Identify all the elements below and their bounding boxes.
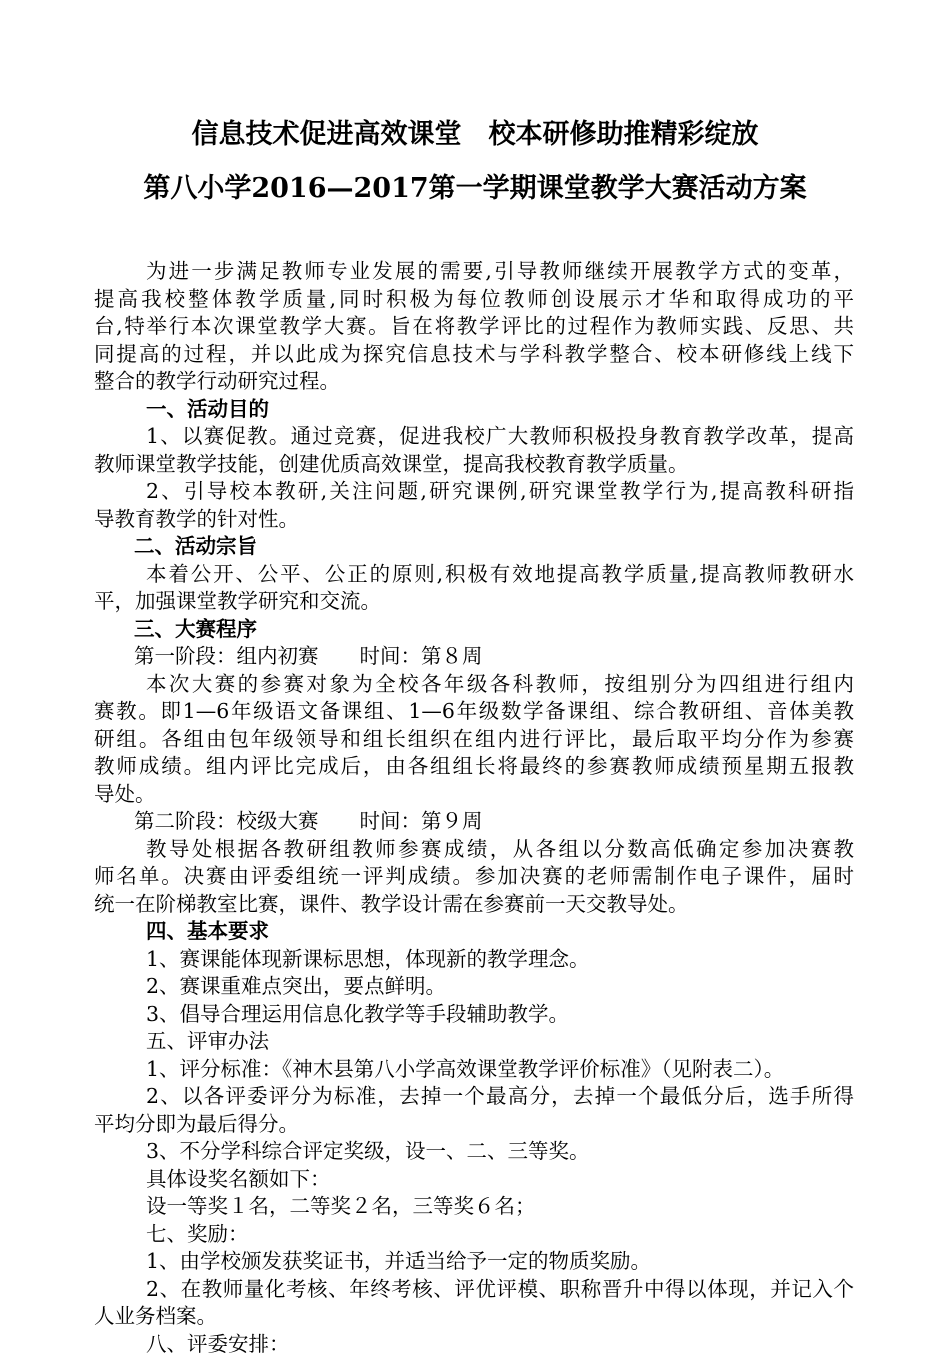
text-line: 教师课堂教学技能，创建优质高效课堂，提高我校教育教学质量。 — [94, 451, 854, 479]
text-line: 教导处根据各教研组教师参赛成绩，从各组以分数高低确定参加决赛教 — [94, 836, 854, 864]
section-heading: 二、活动宗旨 — [94, 533, 854, 561]
text-line: 第二阶段：校级大赛 时间：第９周 — [94, 808, 854, 836]
text-line: 师名单。决赛由评委组统一评判成绩。参加决赛的老师需制作电子课件，届时 — [94, 863, 854, 891]
text-line: 教师成绩。组内评比完成后，由各组组长将最终的参赛教师成绩预星期五报教 — [94, 753, 854, 781]
text-line: 1、由学校颁发获奖证书，并适当给予一定的物质奖励。 — [94, 1248, 854, 1276]
text-line: 平，加强课堂教学研究和交流。 — [94, 588, 854, 616]
text-line: 整合的教学行动研究过程。 — [94, 368, 854, 396]
text-line: 3、不分学科综合评定奖级，设一、二、三等奖。 — [94, 1138, 854, 1166]
text-line: 八、评委安排： — [94, 1331, 854, 1358]
text-line: 本次大赛的参赛对象为全校各年级各科教师，按组别分为四组进行组内 — [94, 671, 854, 699]
text-line: 人业务档案。 — [94, 1303, 854, 1331]
text-line: 1、赛课能体现新课标思想，体现新的教学理念。 — [94, 946, 854, 974]
text-line: 设一等奖１名，二等奖２名，三等奖６名； — [94, 1193, 854, 1221]
text-line: 1、评分标准：《神木县第八小学高效课堂教学评价标准》（见附表二）。 — [94, 1056, 854, 1084]
text-line: 赛教。即1—6年级语文备课组、1—6年级数学备课组、综合教研组、音体美教 — [94, 698, 854, 726]
text-line: 为进一步满足教师专业发展的需要,引导教师继续开展教学方式的变革， — [94, 258, 854, 286]
text-line: 具体设奖名额如下： — [94, 1166, 854, 1194]
text-line: 提高我校整体教学质量,同时积极为每位教师创设展示才华和取得成功的平 — [94, 286, 854, 314]
text-line: 台,特举行本次课堂教学大赛。旨在将教学评比的过程作为教师实践、反思、共 — [94, 313, 854, 341]
text-line: 同提高的过程，并以此成为探究信息技术与学科教学整合、校本研修线上线下 — [94, 341, 854, 369]
section-heading: 一、活动目的 — [94, 396, 854, 424]
text-line: 2、在教师量化考核、年终考核、评优评模、职称晋升中得以体现，并记入个 — [94, 1276, 854, 1304]
section-heading: 三、大赛程序 — [94, 616, 854, 644]
text-line: 3、倡导合理运用信息化教学等手段辅助教学。 — [94, 1001, 854, 1029]
document-title-line-2: 第八小学2016—2017第一学期课堂教学大赛活动方案 — [0, 172, 950, 206]
text-line: 导处。 — [94, 781, 854, 809]
text-line: 1、以赛促教。通过竞赛，促进我校广大教师积极投身教育教学改革，提高 — [94, 423, 854, 451]
text-line: 2、赛课重难点突出，要点鲜明。 — [94, 973, 854, 1001]
document-title-line-1: 信息技术促进高效课堂 校本研修助推精彩绽放 — [0, 118, 950, 152]
section-heading: 四、基本要求 — [94, 918, 854, 946]
text-line: 统一在阶梯教室比赛，课件、教学设计需在参赛前一天交教导处。 — [94, 891, 854, 919]
text-line: 五、评审办法 — [94, 1028, 854, 1056]
text-line: 2、引导校本教研,关注问题,研究课例,研究课堂教学行为,提高教科研指 — [94, 478, 854, 506]
text-line: 平均分即为最后得分。 — [94, 1111, 854, 1139]
text-line: 研组。各组由包年级领导和组长组织在组内进行评比，最后取平均分作为参赛 — [94, 726, 854, 754]
text-line: 导教育教学的针对性。 — [94, 506, 854, 534]
text-line: 2、以各评委评分为标准，去掉一个最高分，去掉一个最低分后，选手所得 — [94, 1083, 854, 1111]
document-body — [94, 258, 854, 1358]
text-line: 本着公开、公平、公正的原则,积极有效地提高教学质量,提高教师教研水 — [94, 561, 854, 589]
text-line: 第一阶段：组内初赛 时间：第８周 — [94, 643, 854, 671]
text-line: 七、奖励： — [94, 1221, 854, 1249]
